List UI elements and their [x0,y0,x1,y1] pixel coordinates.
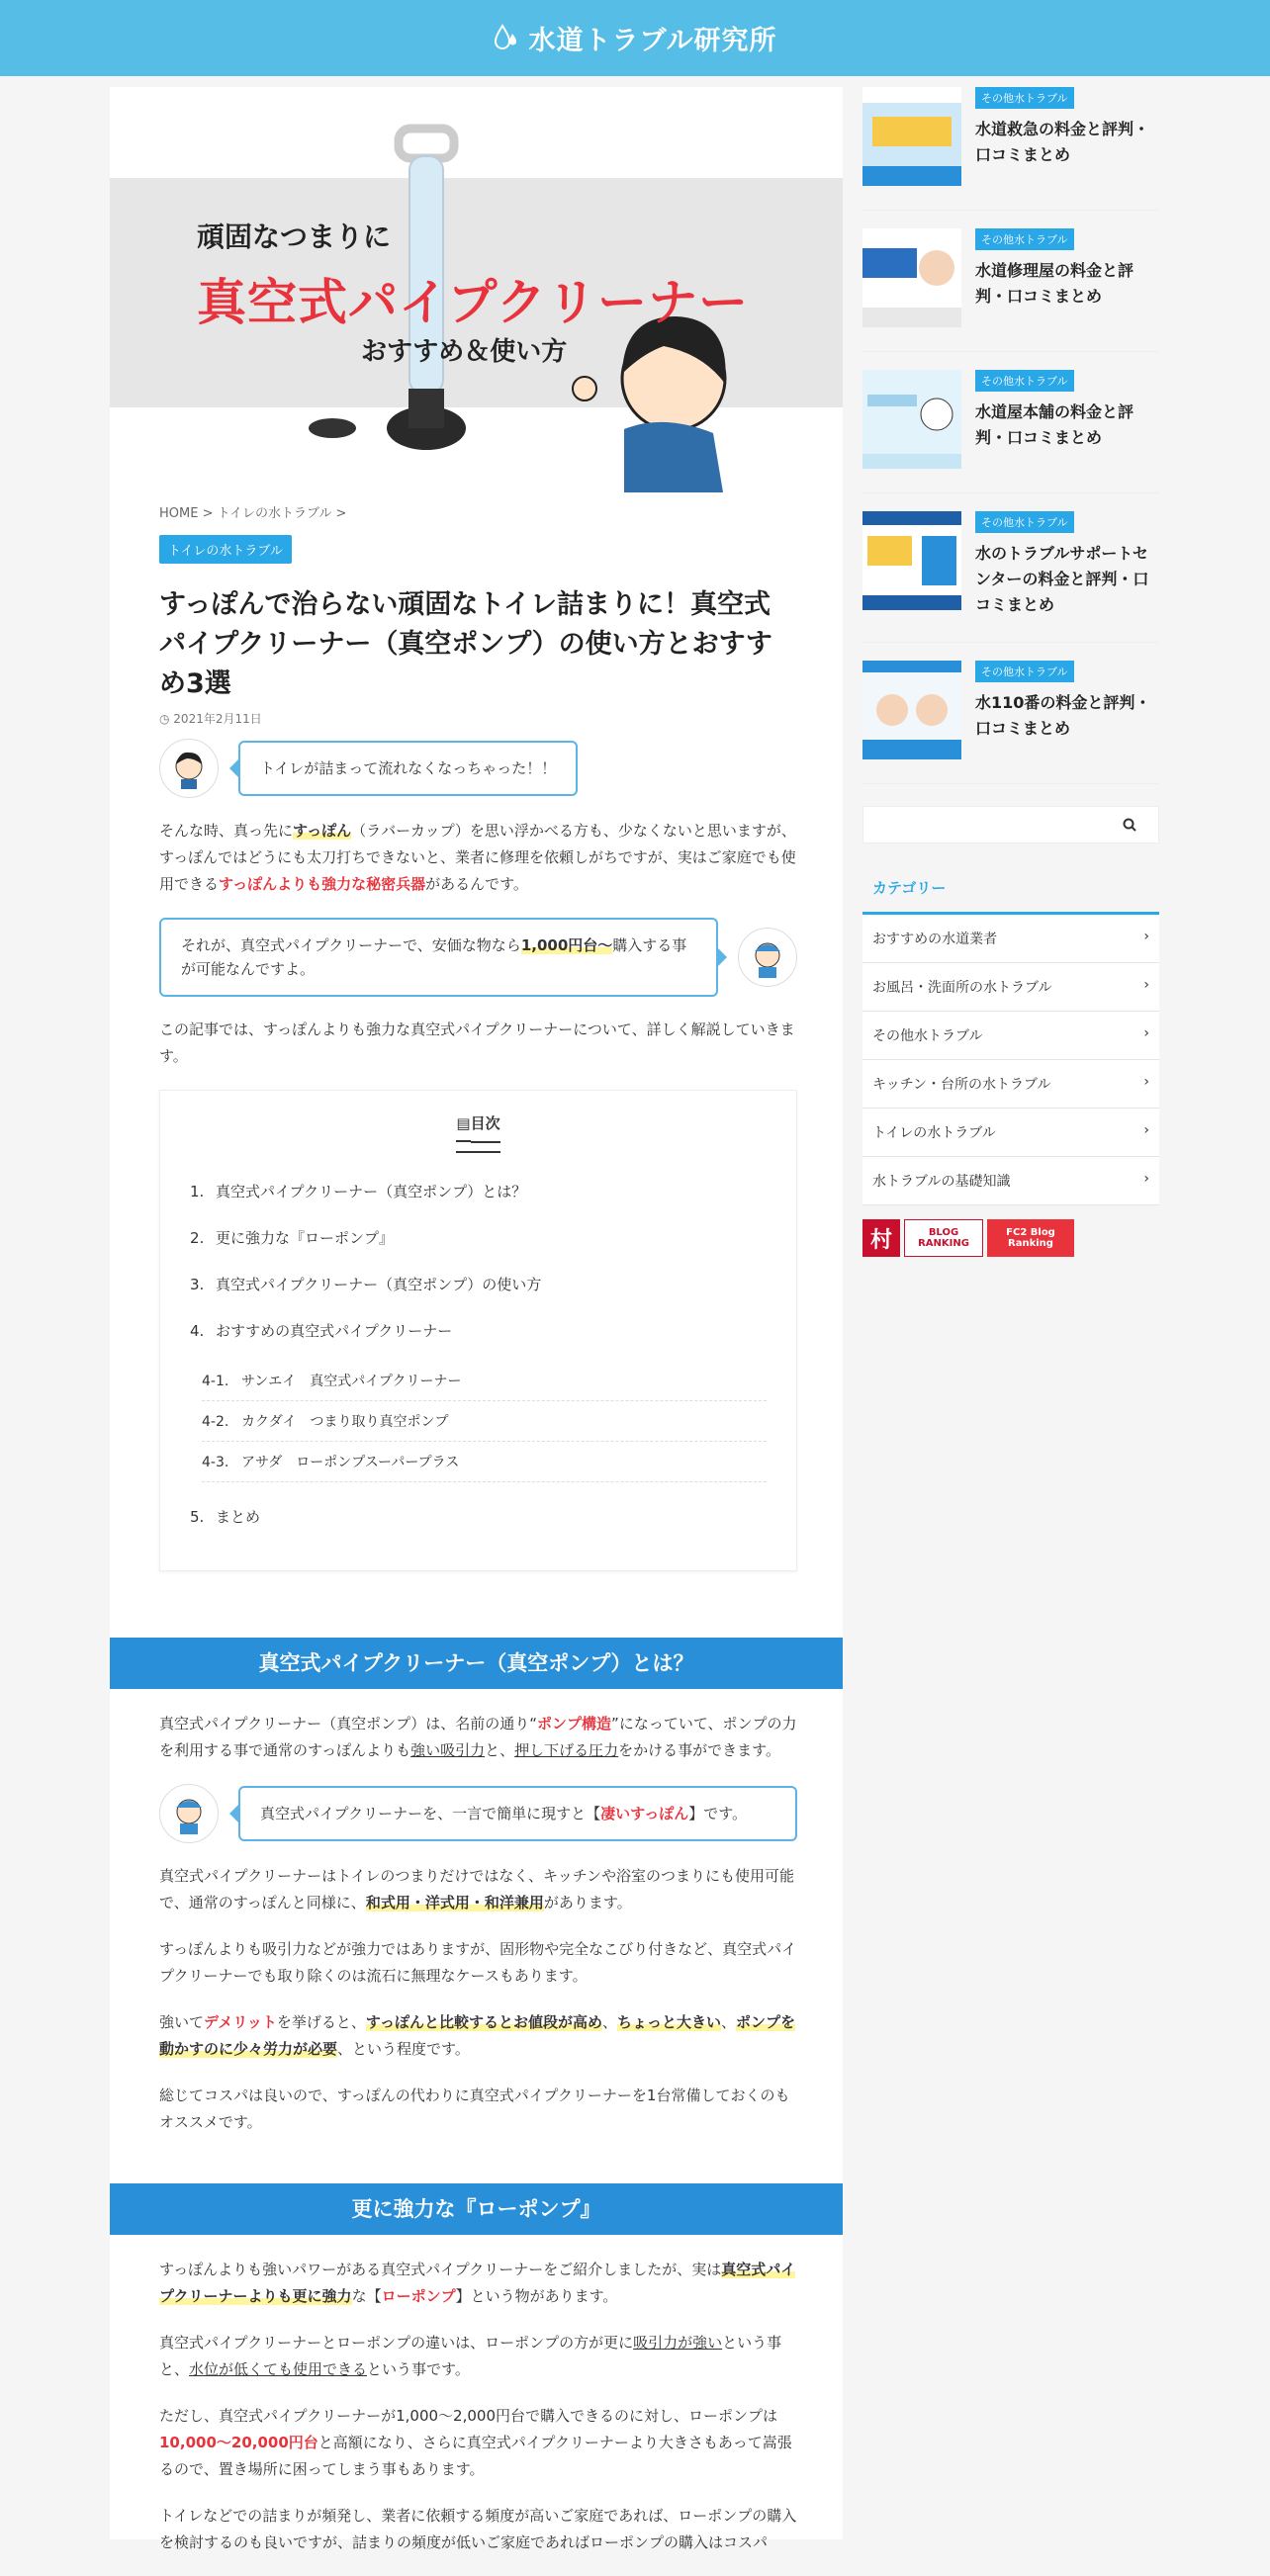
avatar-plumber [159,1784,219,1843]
hero-line2: 真空式パイプクリーナー [197,274,749,331]
section1-paragraph: 真空式パイプクリーナーはトイレのつまりだけではなく、キッチンや浴室のつまりにも使用可能で、通常のすっぽんと同様に、和式用・洋式用・和洋兼用があります。 [159,1867,795,1911]
avatar-woman [159,739,219,798]
card-title[interactable]: 水道修理屋の料金と評判・口コミまとめ [975,261,1134,306]
category-item[interactable]: キッチン・台所の水トラブル › [862,1060,1159,1109]
document-icon: ▤ [456,1114,470,1142]
blog-village-banner[interactable]: 村 [862,1219,900,1257]
toc-item[interactable]: 1. 真空式パイプクリーナー（真空ポンプ）とは？ [190,1183,527,1200]
chevron-right-icon: › [1143,1171,1149,1187]
toc-subitem[interactable]: 4-1. サンエイ 真空式パイプクリーナー [202,1361,767,1401]
toc-item[interactable]: 3. 真空式パイプクリーナー（真空ポンプ）の使い方 [190,1276,542,1293]
toc-item[interactable]: 2. 更に強力な『ローポンプ』 [190,1229,395,1247]
site-title: 水道トラブル研究所 [528,26,777,56]
section1-paragraph: 強いてデメリットを挙げると、すっぽんと比較するとお値段が高め、ちょっと大きい、ポンプを動かすのに少々労力が必要、という程度です。 [159,2013,796,2058]
card-title[interactable]: 水のトラブルサポートセンターの料金と評判・口コミまとめ [975,544,1149,614]
balloon-text: それが、真空式パイプクリーナーで、安価な物なら1,000円台〜購入する事が可能なんですよ。 [159,918,718,997]
toc-title: 目次 [471,1112,500,1143]
category-item[interactable]: 水トラブルの基礎知識 › [862,1157,1159,1205]
chevron-right-icon: › [1143,929,1149,944]
card-thumbnail [862,370,961,469]
post-date: ◷ 2021年2月11日 [159,712,262,726]
table-of-contents [159,1090,797,1571]
card-badge[interactable]: その他水トラブル [975,228,1074,250]
card-title[interactable]: 水道屋本舗の料金と評判・口コミまとめ [975,402,1134,447]
search-icon[interactable] [1123,818,1136,832]
toc-item[interactable]: 4. おすすめの真空式パイプクリーナー [190,1322,453,1340]
chevron-right-icon: › [1143,1122,1149,1138]
hero-line3: おすすめ＆使い方 [361,337,568,367]
chevron-right-icon: › [1143,977,1149,993]
category-heading: カテゴリー [862,877,1159,915]
fc2-ranking-banner[interactable]: FC2 Blog Ranking [987,1219,1074,1257]
card-thumbnail [862,87,961,186]
speech-balloon-right [159,918,797,997]
card-title[interactable]: 水道救急の料金と評判・口コミまとめ [975,120,1150,164]
section2-paragraph: ただし、真空式パイプクリーナーが1,000〜2,000円台で購入できるのに対し、ローポンプは10,000〜20,000円台と高額になり、さらに真空式パイプクリーナーより大きさもあって嵩張るので、置き場所に困ってしまう事もあります。 [159,2407,792,2478]
article-title: すっぽんで治らない頑固なトイレ詰まりに！真空式パイプクリーナー（真空ポンプ）の使い方とおすすめ3選 [159,589,772,699]
speech-balloon [159,1784,797,1843]
card-thumbnail [862,661,961,759]
breadcrumb[interactable]: HOME > トイレの水トラブル > [159,506,347,521]
main-column [110,87,843,2551]
card-badge[interactable]: その他水トラブル [975,370,1074,392]
search-input[interactable] [862,806,1159,844]
sidebar-card[interactable] [862,511,1159,643]
hero-line1: 頑固なつまりに [197,221,392,253]
section2-paragraph: トイレなどでの詰まりが頻発し、業者に依頼する頻度が高いご家庭であれば、ローポンプの購入を検討するのも良いですが、詰まりの頻度が低いご家庭であればローポンプの購入はコスパ [159,2507,797,2551]
balloon-text: トイレが詰まって流れなくなっちゃった！！ [238,741,578,796]
category-item[interactable]: その他水トラブル › [862,1012,1159,1060]
card-badge[interactable]: その他水トラブル [975,87,1074,109]
intro-paragraph: そんな時、真っ先にすっぽん（ラバーカップ）を思い浮かべる方も、少なくないと思いますが、すっぽんではどうにも太刀打ちできないと、業者に修理を依頼しがちですが、実はご家庭でも使用できるすっぽんよりも強力な秘密兵器があるんです。 [159,822,796,893]
card-badge[interactable]: その他水トラブル [975,661,1074,682]
section1-paragraph: 真空式パイプクリーナー（真空ポンプ）は、名前の通り“ポンプ構造”になっていて、ポンプの力を利用する事で通常のすっぽんよりも強い吸引力と、押し下げる圧力をかける事ができます。 [159,1715,797,1759]
sidebar-card[interactable] [862,228,1159,352]
intro-paragraph-2: この記事では、すっぽんよりも強力な真空式パイプクリーナーについて、詳しく解説していきます。 [159,1021,795,1065]
category-tag[interactable]: トイレの水トラブル [159,535,292,564]
site-header [0,0,1270,76]
section1-paragraph: すっぽんよりも吸引力などが強力ではありますが、固形物や完全なこびり付きなど、真空式パイプクリーナーでも取り除くのは流石に無理なケースもあります。 [159,1940,797,1985]
sidebar [862,87,1159,1257]
speech-balloon [159,739,797,798]
avatar-plumber [738,928,797,987]
clock-icon: ◷ [159,712,174,726]
chevron-right-icon: › [1143,1025,1149,1041]
toc-subitem[interactable]: 4-3. アサダ ローポンプスーパープラス [202,1442,767,1482]
section-heading-2: 更に強力な『ローポンプ』 [110,2183,843,2235]
section-heading-1: 真空式パイプクリーナー（真空ポンプ）とは？ [110,1638,843,1689]
toc-subitem[interactable]: 4-2. カクダイ つまり取り真空ポンプ [202,1401,767,1442]
chevron-right-icon: › [1143,1074,1149,1090]
sidebar-card[interactable] [862,370,1159,493]
section2-paragraph: 真空式パイプクリーナーとローポンプの違いは、ローポンプの方が更に吸引力が強いという事と、水位が低くても使用できるという事です。 [159,2334,782,2378]
card-title[interactable]: 水110番の料金と評判・口コミまとめ [975,693,1151,738]
hero-image [110,87,843,492]
site-logo[interactable] [494,19,777,57]
category-item[interactable]: トイレの水トラブル › [862,1109,1159,1157]
toc-item[interactable]: 5. まとめ [190,1508,261,1526]
water-drop-icon [494,24,519,53]
category-item[interactable]: おすすめの水道業者 › [862,915,1159,963]
category-item[interactable]: お風呂・洗面所の水トラブル › [862,963,1159,1012]
sidebar-card[interactable] [862,87,1159,211]
section1-paragraph: 総じてコスパは良いので、すっぽんの代わりに真空式パイプクリーナーを1台常備しておくのもオススメです。 [159,2087,790,2131]
card-badge[interactable]: その他水トラブル [975,511,1074,533]
balloon-text: 真空式パイプクリーナーを、一言で簡単に現すと【凄いすっぽん】です。 [238,1786,797,1841]
card-thumbnail [862,511,961,610]
card-thumbnail [862,228,961,327]
sidebar-card[interactable] [862,661,1159,784]
blog-ranking-banner[interactable]: BLOG RANKING [904,1219,983,1257]
section2-paragraph: すっぽんよりも強いパワーがある真空式パイプクリーナーをご紹介しましたが、実は真空式パイプクリーナーよりも更に強力な【ローポンプ】という物があります。 [159,2261,796,2305]
